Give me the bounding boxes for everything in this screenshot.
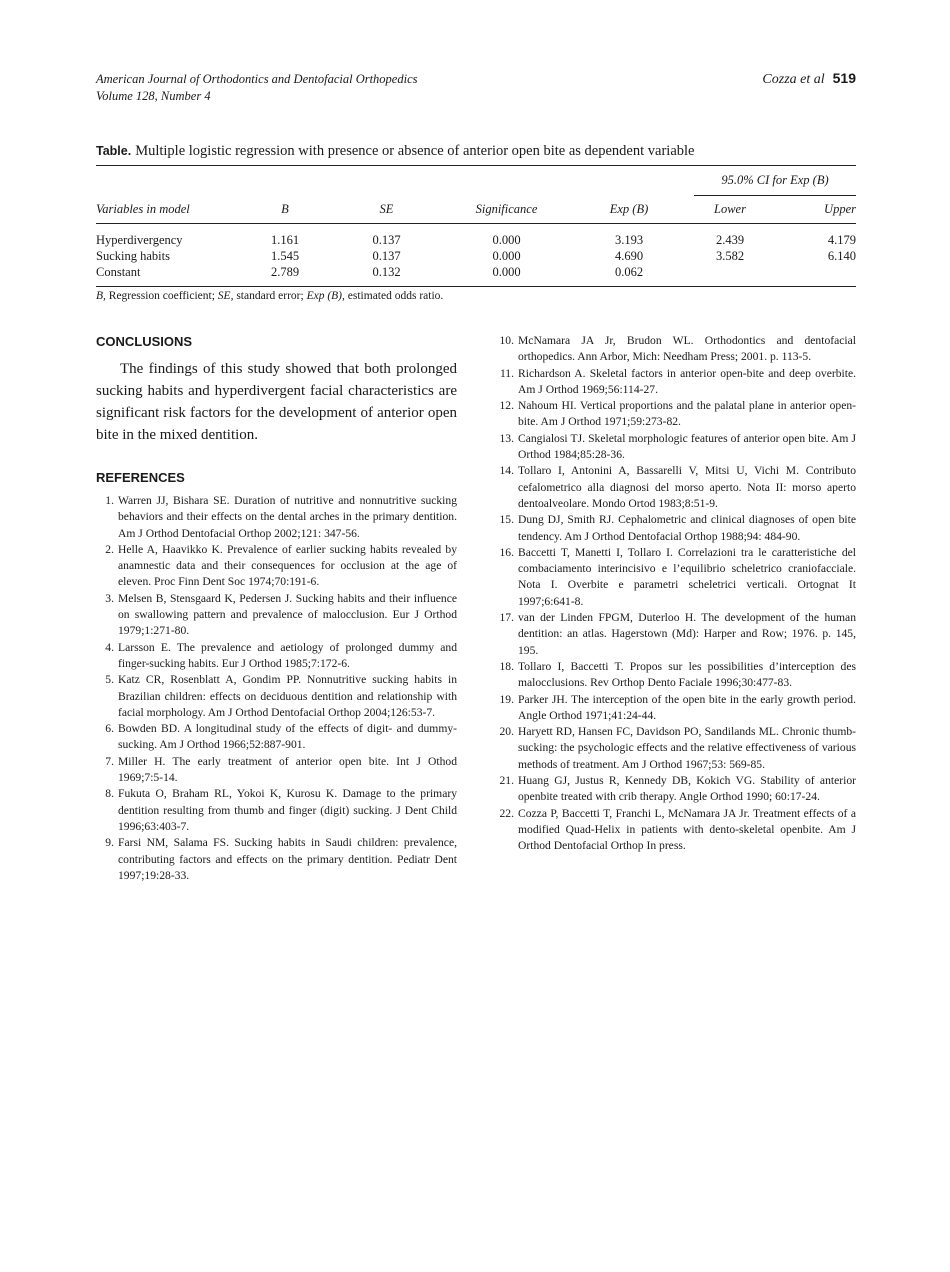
reference-item <box>496 659 856 692</box>
table-cell: 0.137 <box>372 249 401 263</box>
column-header: Upper <box>766 196 856 224</box>
table-cell: 0.132 <box>324 264 449 287</box>
reference-item <box>496 610 856 659</box>
table-cell: 0.137 <box>372 233 401 247</box>
reference-text: Larsson E. The prevalence and aetiology of prolonged dummy and finger-sucking habits. Eur J Orthod 1985;7:172-6. <box>118 640 457 670</box>
reference-item <box>96 721 457 754</box>
conclusions-heading: CONCLUSIONS <box>96 334 193 349</box>
reference-number: 17. <box>499 611 514 625</box>
ci-header: 95.0% CI for Exp (B) <box>694 166 856 196</box>
reference-item <box>96 672 457 721</box>
table-caption-text: Multiple logistic regression with presence or absence of anterior open bite as dependent variable <box>135 143 695 159</box>
conclusions-paragraph: The findings of this study showed that both prolonged sucking habits and hyperdivergent facial characteristics are significant risk factors for the development of anterior open bite in the mixed dentition. <box>96 361 457 443</box>
reference-number: 8. <box>105 787 114 801</box>
reference-text: Warren JJ, Bishara SE. Duration of nutritive and nonnutritive sucking behaviors and their effects on the dental arches in the primary dentition. Am J Orthod Dentofacial Orthop 2002;121: 347-56. <box>118 494 457 540</box>
table-row <box>96 248 856 264</box>
column-header: SE <box>324 196 449 224</box>
reference-list-left <box>96 493 457 884</box>
reference-item <box>96 786 457 835</box>
table-cell: Constant <box>96 264 246 287</box>
reference-number: 10. <box>499 334 514 347</box>
table-row <box>96 264 856 287</box>
reference-number: 5. <box>105 673 114 687</box>
table-row <box>96 224 856 249</box>
reference-text: Haryett RD, Hansen FC, Davidson PO, Sandilands ML. Chronic thumb-sucking: the psychologic effects and the relative effectiveness of various methods of treatment. Am J Orthod 1967;53: 569-85. <box>518 725 856 771</box>
column-header: Significance <box>449 196 564 224</box>
reference-item <box>96 591 457 640</box>
table-cell: 1.161 <box>270 233 300 247</box>
reference-text: Melsen B, Stensgaard K, Pedersen J. Sucking habits and their influence on swallowing pattern and prevalence of malocclusion. Eur J Orthod 1979;1:271-80. <box>118 591 457 638</box>
reference-text: Baccetti T, Manetti I, Tollaro I. Correlazioni tra le caratteristiche del combaciamento interincisivo e l’equilibrio scheletrico craniofacciale. Nota I. Overbite e parametri scheletrici verticali. Ortognat It 1997;6:641-8. <box>518 545 856 608</box>
reference-list-right <box>496 333 856 855</box>
reference-item <box>496 512 856 545</box>
reference-item <box>96 542 457 591</box>
reference-number: 15. <box>499 513 514 527</box>
table-cell: 0.062 <box>564 264 694 287</box>
reference-text: van der Linden FPGM, Duterloo H. The development of the human dentition: an atlas. Hagerstown (Md): Harper and Row; 1976. p. 145, 195. <box>518 611 856 657</box>
reference-item <box>96 493 457 542</box>
running-authors: Cozza et al <box>762 72 825 87</box>
reference-text: Katz CR, Rosenblatt A, Gondim PP. Nonnutritive sucking habits in Brazilian children: effects on deciduous dentition and relationship with facial morphology. Am J Orthod Dentofacial Orthop 2004;126:53-7. <box>118 673 457 719</box>
column-header: Lower <box>694 196 766 224</box>
reference-text: Tollaro I, Antonini A, Bassarelli V, Mitsi U, Vichi M. Contributo cefalometrico alla diagnosi del morso aperto. Nota II: morso aperto dentoalveolare. Mondo Ortod 1983;8:51-9. <box>518 464 856 510</box>
table-label: Table. <box>96 144 132 158</box>
reference-number: 13. <box>499 431 514 445</box>
journal-volume: Volume 128, Number 4 <box>96 89 211 103</box>
reference-number: 20. <box>499 725 514 739</box>
reference-text: Fukuta O, Braham RL, Yokoi K, Kurosu K. Damage to the primary dentition resulting from thumb and finger (digit) sucking. J Dent Child 1996;63:403-7. <box>118 787 457 833</box>
table-cell <box>766 264 856 287</box>
reference-text: Helle A, Haavikko K. Prevalence of earlier sucking habits revealed by anamnestic data and their consequences for occlusion at the age of eleven. Proc Finn Dent Soc 1974;70:191-6. <box>118 542 457 589</box>
table-cell: 6.140 <box>827 249 856 263</box>
page-number: 519 <box>832 70 856 86</box>
table-cell: 3.582 <box>715 249 745 263</box>
column-header: B <box>246 196 324 224</box>
footnote-def: Regression coefficient; <box>108 290 215 302</box>
reference-text: Dung DJ, Smith RJ. Cephalometric and clinical diagnoses of open bite tendency. Am J Orthod Dentofacial Orthop 1988;94: 484-90. <box>518 513 856 543</box>
reference-text: Parker JH. The interception of the open bite in the early growth period. Angle Orthod 1971;41:24-44. <box>518 692 856 722</box>
running-header <box>96 71 418 105</box>
reference-item <box>496 724 856 773</box>
footnote-abbr: SE, <box>217 290 234 302</box>
reference-text: McNamara JA Jr, Brudon WL. Orthodontics and dentofacial orthopedics. Ann Arbor, Mich: Needham Press; 2001. p. 113-5. <box>518 334 856 364</box>
regression-table <box>96 165 856 287</box>
table-cell: Sucking habits <box>96 249 170 263</box>
reference-number: 11. <box>499 366 514 380</box>
reference-text: Cangialosi TJ. Skeletal morphologic features of anterior open bite. Am J Orthod 1984;85:28-36. <box>518 431 856 462</box>
reference-number: 1. <box>105 494 114 507</box>
reference-item <box>496 806 856 855</box>
table-cell: 3.193 <box>614 233 644 247</box>
footnote-abbr: Exp (B), <box>306 290 345 302</box>
table-cell: 0.000 <box>492 249 521 263</box>
reference-text: Bowden BD. A longitudinal study of the effects of digit- and dummy-sucking. Am J Orthod 1966;52:887-901. <box>118 722 457 752</box>
reference-text: Cozza P, Baccetti T, Franchi L, McNamara JA Jr. Treatment effects of a modified Quad-Helix in patients with dento-skeletal openbite. Am J Orthod Dentofacial Orthop In press. <box>518 806 856 853</box>
column-header: Exp (B) <box>564 196 694 224</box>
column-header: Variables in model <box>96 196 246 224</box>
table-cell: 4.179 <box>827 233 856 247</box>
reference-item <box>96 640 457 673</box>
reference-item <box>96 754 457 787</box>
table-cell: 4.690 <box>614 249 644 263</box>
reference-number: 6. <box>105 722 114 736</box>
reference-text: Nahoum HI. Vertical proportions and the palatal plane in anterior open-bite. Am J Orthod 1971;59:273-82. <box>518 399 856 429</box>
reference-number: 19. <box>499 692 514 706</box>
table-cell: 2.439 <box>715 233 745 247</box>
journal-title: American Journal of Orthodontics and Dentofacial Orthopedics <box>96 72 418 86</box>
table-caption <box>96 143 856 160</box>
reference-number: 21. <box>499 774 514 788</box>
reference-text: Tollaro I, Baccetti T. Propos sur les possibilities d’interception des malocclusions. Rev Orthop Dento Faciale 1996;30:477-83. <box>518 659 856 690</box>
reference-item <box>496 431 856 464</box>
table-cell: 1.545 <box>270 249 300 263</box>
reference-number: 4. <box>105 640 114 654</box>
reference-item <box>496 545 856 610</box>
right-column <box>496 333 856 855</box>
reference-item <box>496 773 856 806</box>
reference-number: 14. <box>499 464 514 478</box>
reference-number: 16. <box>499 545 514 559</box>
reference-item <box>496 398 856 431</box>
reference-number: 7. <box>105 754 114 768</box>
table-cell: 2.789 <box>246 264 324 287</box>
reference-number: 9. <box>105 836 114 850</box>
table-cell: 0.000 <box>449 264 564 287</box>
reference-item <box>496 463 856 512</box>
table-cell: Hyperdivergency <box>96 233 183 247</box>
table-cell <box>694 264 766 287</box>
reference-item <box>496 333 856 366</box>
table-cell: 0.000 <box>492 233 521 247</box>
reference-text: Miller H. The early treatment of anterior open bite. Int J Othod 1969;7:5-14. <box>118 754 457 785</box>
references-heading: REFERENCES <box>96 470 185 485</box>
reference-item <box>96 835 457 884</box>
reference-text: Farsi NM, Salama FS. Sucking habits in Saudi children: prevalence, contributing factors and effects on the primary dentition. Pediatr Dent 1997;19:28-33. <box>118 836 457 882</box>
reference-number: 18. <box>499 659 514 673</box>
reference-number: 22. <box>499 806 514 820</box>
reference-text: Richardson A. Skeletal factors in anterior open-bite and deep overbite. Am J Orthod 1969;56:114-27. <box>518 366 856 396</box>
footnote-def: standard error; <box>236 290 304 302</box>
reference-item <box>496 366 856 399</box>
reference-number: 3. <box>105 591 114 605</box>
table-footnote <box>96 290 443 302</box>
reference-number: 12. <box>499 399 514 413</box>
left-column <box>96 334 457 884</box>
reference-item <box>496 692 856 725</box>
reference-number: 2. <box>105 542 114 556</box>
reference-text: Huang GJ, Justus R, Kennedy DB, Kokich VG. Stability of anterior openbite treated with crib therapy. Angle Orthod 1990; 60:17-24. <box>518 774 856 804</box>
footnote-abbr: B, <box>96 290 106 302</box>
footnote-def: estimated odds ratio. <box>347 290 444 302</box>
page-header-right <box>762 70 856 88</box>
